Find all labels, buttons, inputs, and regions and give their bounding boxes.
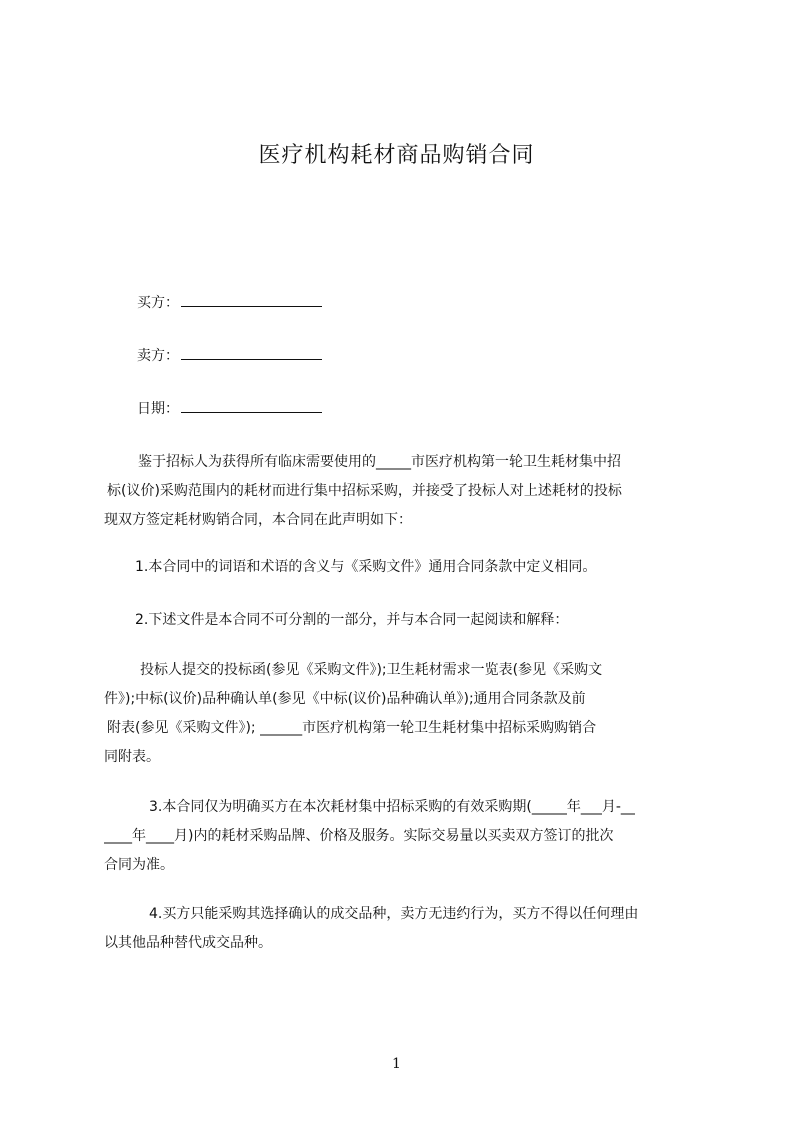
paragraph-line: 件》);中标(议价)品种确认单(参见《中标(议价)品种确认单》);通用合同条款及前 xyxy=(104,691,586,707)
seller-blank-line xyxy=(181,345,322,360)
paragraph-line: 标(议价)采购范围内的耗材而进行集中招标采购，并接受了投标人对上述耗材的投标 xyxy=(107,483,622,499)
intro-paragraph xyxy=(104,448,702,535)
buyer-blank-line xyxy=(181,292,322,307)
page-title: 医疗机构耗材商品购销合同 xyxy=(258,143,535,168)
paragraph-line: 现双方签定耗材购销合同，本合同在此声明如下： xyxy=(104,512,412,528)
paragraph-line: 同附表。 xyxy=(104,749,160,765)
paragraph-line: 1.本合同中的词语和术语的含义与《采购文件》通用合同条款中定义相同。 xyxy=(135,559,597,575)
page-number: 1 xyxy=(392,1056,401,1072)
paragraph-line: 投标人提交的投标函(参见《采购文件》);卫生耗材需求一览表(参见《采购文 xyxy=(140,662,603,678)
paragraph-line: 以其他品种替代成交品种。 xyxy=(104,935,272,951)
clause-1 xyxy=(104,553,702,582)
date-label: 日期： xyxy=(137,401,179,417)
seller-field xyxy=(137,345,322,366)
date-blank-line xyxy=(181,398,322,413)
buyer-field xyxy=(137,292,322,313)
paragraph-line: 附表(参见《采购文件》); ______市医疗机构第一轮卫生耗材集中招标采购购销合 xyxy=(107,720,597,736)
paragraph-line: ____年____月)内的耗材采购品牌、价格及服务。实际交易量以买卖双方签订的批次 xyxy=(104,828,614,844)
clause-4 xyxy=(104,900,702,958)
paragraph-line: 2.下述文件是本合同不可分割的一部分，并与本合同一起阅读和解释： xyxy=(135,612,569,628)
clause-3 xyxy=(104,793,702,880)
documents-paragraph xyxy=(104,656,702,772)
paragraph-line: 4.买方只能采购其选择确认的成交品种，卖方无违约行为，买方不得以任何理由 xyxy=(149,906,639,922)
paragraph-line: 合同为准。 xyxy=(104,857,174,873)
date-field xyxy=(137,398,322,419)
paragraph-line: 3.本合同仅为明确买方在本次耗材集中招标采购的有效采购期(_____年___月-__ xyxy=(149,799,635,815)
clause-2 xyxy=(104,606,702,635)
paragraph-line: 鉴于招标人为获得所有临床需要使用的_____市医疗机构第一轮卫生耗材集中招 xyxy=(138,454,621,470)
buyer-label: 买方： xyxy=(137,295,179,311)
seller-label: 卖方： xyxy=(137,348,179,364)
